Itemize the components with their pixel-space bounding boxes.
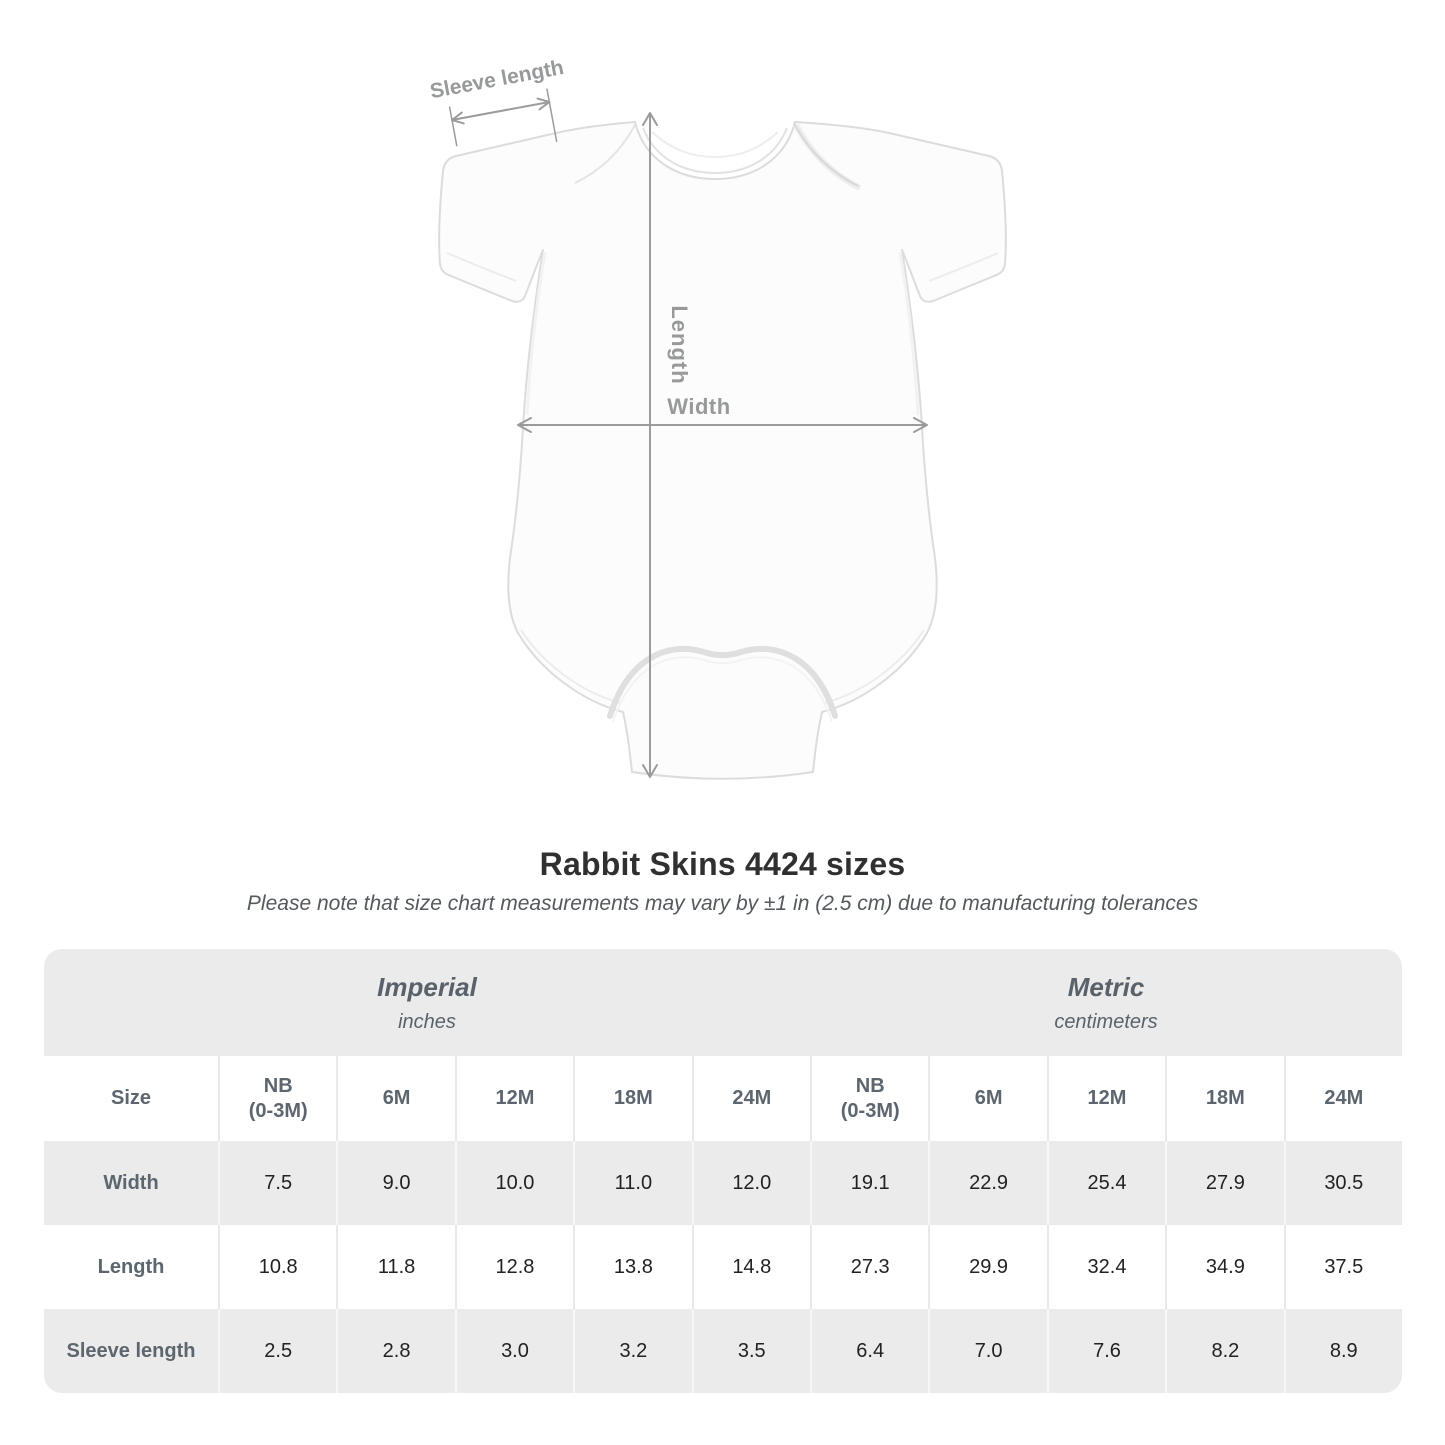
- heading-block: [0, 846, 1445, 916]
- imperial-unit: inches: [398, 1010, 456, 1033]
- value-cell: 2.5: [218, 1309, 336, 1393]
- row-label-sleeve-length: Sleeve length: [44, 1309, 218, 1393]
- size-table: [44, 949, 1402, 1393]
- value-cell: 10.8: [218, 1225, 336, 1309]
- value-cell: 12.0: [692, 1141, 810, 1225]
- value-cell: 30.5: [1284, 1141, 1402, 1225]
- size-column-header: Size: [44, 1056, 218, 1141]
- metric-label: Metric: [1067, 971, 1145, 1002]
- column-header-6m-imperial: 6M: [336, 1056, 454, 1141]
- value-cell: 27.9: [1165, 1141, 1283, 1225]
- value-cell: 22.9: [928, 1141, 1046, 1225]
- imperial-label: Imperial: [377, 971, 477, 1002]
- value-cell: 14.8: [692, 1225, 810, 1309]
- row-label-length: Length: [44, 1225, 218, 1309]
- value-cell: 2.8: [336, 1309, 454, 1393]
- value-cell: 7.6: [1047, 1309, 1165, 1393]
- unit-group-header-row: [44, 949, 1402, 1056]
- value-cell: 3.5: [692, 1309, 810, 1393]
- column-header-12m-metric: 12M: [1047, 1056, 1165, 1141]
- tolerance-note: Please note that size chart measurements may vary by ±1 in (2.5 cm) due to manufacturing tolerances: [246, 892, 1199, 915]
- bodysuit-body: [439, 122, 1006, 779]
- column-header-18m-imperial: 18M: [573, 1056, 691, 1141]
- imperial-group-header: [44, 949, 810, 1056]
- value-cell: 32.4: [1047, 1225, 1165, 1309]
- metric-unit: centimeters: [1054, 1010, 1158, 1033]
- value-cell: 7.5: [218, 1141, 336, 1225]
- metric-group-header: [810, 949, 1402, 1056]
- table-row-sleeve-length: [44, 1309, 1402, 1393]
- column-header-row: [44, 1056, 1402, 1141]
- value-cell: 12.8: [455, 1225, 573, 1309]
- column-header-12m-imperial: 12M: [455, 1056, 573, 1141]
- value-cell: 8.2: [1165, 1309, 1283, 1393]
- value-cell: 9.0: [336, 1141, 454, 1225]
- value-cell: 3.0: [455, 1309, 573, 1393]
- value-cell: 29.9: [928, 1225, 1046, 1309]
- value-cell: 13.8: [573, 1225, 691, 1309]
- table-row-width: [44, 1141, 1402, 1225]
- column-header-24m-imperial: 24M: [692, 1056, 810, 1141]
- size-table-container: [44, 949, 1402, 1393]
- column-header-6m-metric: 6M: [928, 1056, 1046, 1141]
- column-header-24m-metric: 24M: [1284, 1056, 1402, 1141]
- value-cell: 8.9: [1284, 1309, 1402, 1393]
- value-cell: 27.3: [810, 1225, 928, 1309]
- length-label: Length: [667, 305, 692, 385]
- row-label-width: Width: [44, 1141, 218, 1225]
- column-header-18m-metric: 18M: [1165, 1056, 1283, 1141]
- value-cell: 34.9: [1165, 1225, 1283, 1309]
- value-cell: 37.5: [1284, 1225, 1402, 1309]
- column-header-nb-imperial: NB (0-3M): [218, 1056, 336, 1141]
- value-cell: 10.0: [455, 1141, 573, 1225]
- value-cell: 3.2: [573, 1309, 691, 1393]
- value-cell: 11.8: [336, 1225, 454, 1309]
- value-cell: 25.4: [1047, 1141, 1165, 1225]
- value-cell: 6.4: [810, 1309, 928, 1393]
- value-cell: 19.1: [810, 1141, 928, 1225]
- value-cell: 7.0: [928, 1309, 1046, 1393]
- page-title: Rabbit Skins 4424 sizes: [539, 846, 906, 882]
- sleeve-length-label: Sleeve length: [428, 55, 566, 104]
- value-cell: 11.0: [573, 1141, 691, 1225]
- column-header-nb-metric: NB (0-3M): [810, 1056, 928, 1141]
- collar-back: [652, 132, 778, 157]
- table-row-length: [44, 1225, 1402, 1309]
- width-label: Width: [667, 394, 731, 419]
